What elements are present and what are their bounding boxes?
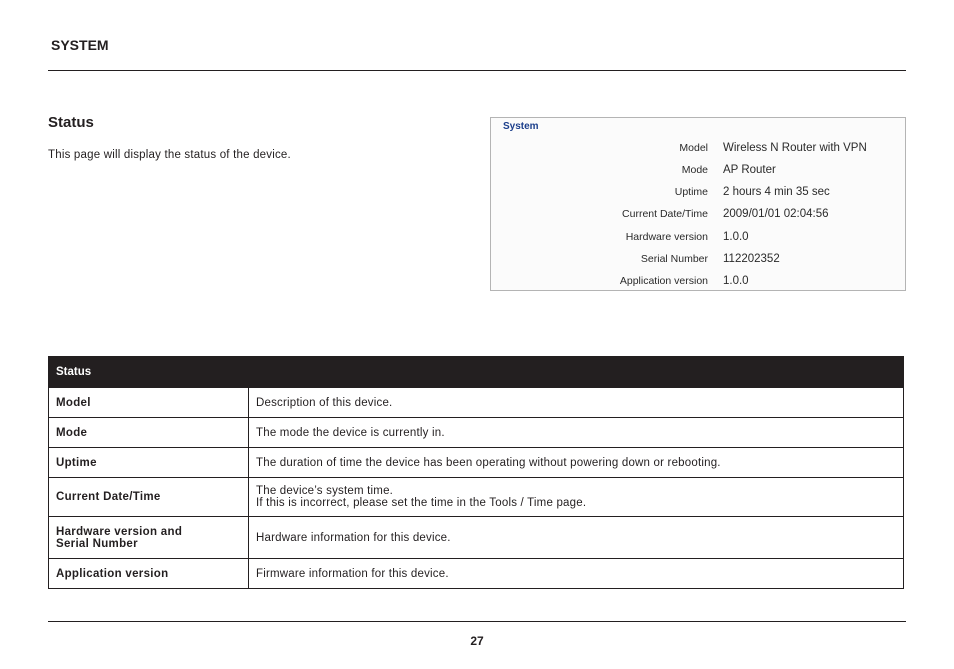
screenshot-row-application [491,272,905,292]
screenshot-row-hardware [491,228,905,248]
table-description: The duration of time the device has been operating without powering down or rebooting. [249,448,904,478]
screenshot-row-datetime [491,205,905,225]
header-title: SYSTEM [51,37,109,53]
section-description: This page will display the status of the device. [48,149,291,161]
section-title: Status [48,114,94,131]
screenshot-label: Model [679,142,708,154]
screenshot-title: System [503,121,539,132]
key-line: Hardware version and [56,525,183,538]
table-key [49,517,249,559]
screenshot-row-uptime [491,183,905,203]
screenshot-label: Serial Number [640,253,708,265]
screenshot-value: 1.0.0 [723,231,749,243]
screenshot-value: 1.0.0 [723,275,749,287]
screenshot-label: Current Date/Time [622,208,708,220]
key-line: Serial Number [56,537,138,550]
system-status-screenshot [490,117,906,291]
table-key: Uptime [49,448,249,478]
description-line: If this is incorrect, please set the time in the Tools / Time page. [256,497,587,509]
table-row [49,418,904,448]
header-rule [48,70,906,71]
table-description [249,478,904,517]
screenshot-label: Application version [619,275,708,287]
description-line: The device’s system time. [256,485,394,497]
screenshot-row-mode [491,161,905,181]
table-key: Application version [49,559,249,589]
table-row [49,448,904,478]
screenshot-label: Uptime [674,186,708,198]
screenshot-value: 2009/01/01 02:04:56 [723,208,829,220]
screenshot-row-model [491,139,905,159]
table-description: Firmware information for this device. [249,559,904,589]
table-key: Mode [49,418,249,448]
table-header-row [49,357,904,388]
table-description: The mode the device is currently in. [249,418,904,448]
table-header: Status [49,357,904,388]
status-table [48,356,904,589]
screenshot-value: 2 hours 4 min 35 sec [723,186,830,198]
footer-rule [48,621,906,622]
screenshot-value: 112202352 [723,253,780,265]
page-number: 27 [470,634,484,648]
screenshot-label: Mode [681,164,708,176]
table-row [49,478,904,517]
screenshot-row-serial [491,250,905,270]
table-key: Model [49,388,249,418]
table-row [49,388,904,418]
table-description: Hardware information for this device. [249,517,904,559]
table-key: Current Date/Time [49,478,249,517]
table-description: Description of this device. [249,388,904,418]
screenshot-value: AP Router [723,164,776,176]
table-row [49,517,904,559]
screenshot-value: Wireless N Router with VPN [723,142,867,154]
table-row [49,559,904,589]
screenshot-label: Hardware version [625,231,708,243]
